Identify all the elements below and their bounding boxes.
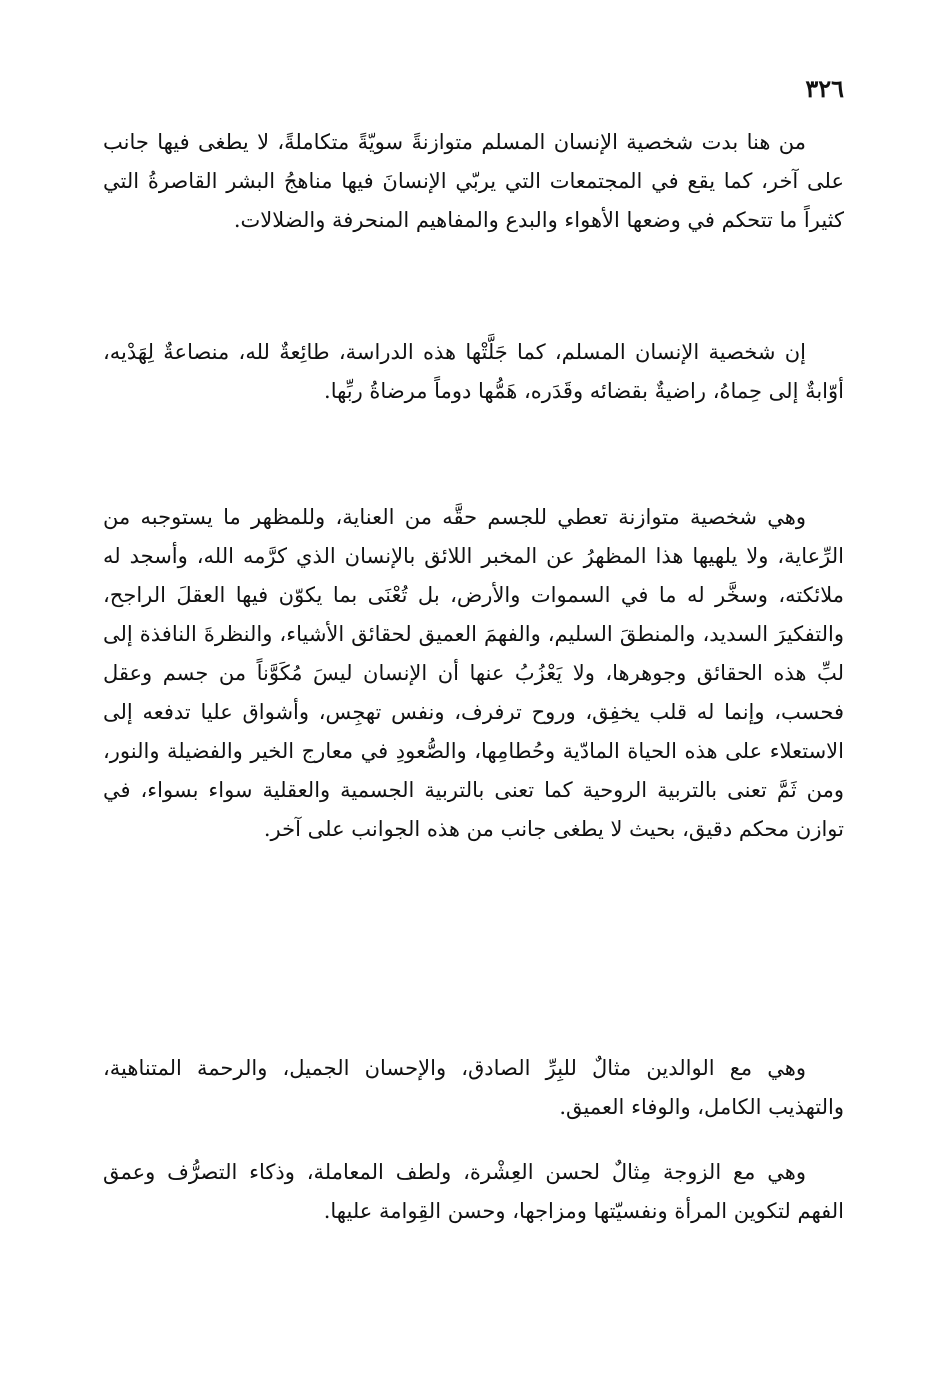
paragraph-text: وهي مع الزوجة مِثالٌ لحسن العِشْرة، ولطف المعاملة، وذكاء التصرُّف وعمق الفهم لتكوين المرأة ونفسيّتها ومزاجها، وحسن القِوامة عليها.: [103, 1160, 844, 1223]
paragraph-1: [103, 123, 844, 240]
paragraph-5: [103, 1153, 844, 1231]
paragraph-4: [103, 1049, 844, 1127]
paragraph-text: من هنا بدت شخصية الإنسان المسلم متوازنةً سويّةً متكاملةً، لا يطغى فيها جانب على آخر، كما يقع في المجتمعات التي يربّي الإنسانَ فيها مناهجُ البشر القاصرةُ التي كثيراً ما تتحكم في وضعها الأهواء والبدع والمفاهيم المنحرفة والضلالات.: [103, 130, 844, 232]
paragraph-text: إن شخصية الإنسان المسلم، كما جَلَّتْها هذه الدراسة، طائِعةٌ لله، منصاعةٌ لِهَدْيه، أوّابةٌ إلى حِماهُ، راضيةٌ بقضائه وقَدَره، هَمُّها دوماً مرضاةُ ربِّها.: [103, 340, 844, 403]
paragraph-text: وهي مع الوالدين مثالٌ للبِرِّ الصادق، والإحسان الجميل، والرحمة المتناهية، والتهذيب الكامل، والوفاء العميق.: [103, 1056, 844, 1119]
paragraph-3: [103, 498, 844, 849]
paragraph-text: وهي شخصية متوازنة تعطي للجسم حقَّه من العناية، وللمظهر ما يستوجبه من الرِّعاية، ولا يلهيها هذا المظهرُ عن المخبر اللائق بالإنسان الذي كرَّمه الله، وأسجد له ملائكته، وسخَّر له ما في السموات والأرض، بل تُعْنَى بما يكوّن فيها العقلَ الراجح، والتفكيرَ السديد، والمنطقَ السليم، والفهمَ العميق لحقائق الأشياء، والنظرةَ النافذة إلى لبِّ هذه الحقائق وجوهرها، ولا يَعْزُبُ عنها أن الإنسان ليسَ مُكَوَّناً من جسم وعقل فحسب، وإنما له قلب يخفِق، وروح ترفرف، ونفس تهجِس، وأشواق عليا تدفعه إلى الاستعلاء على هذه الحياة المادّية وحُطامِها، والصُّعودِ في معارج الخير والفضيلة والنور، ومن ثَمَّ تعنى بالتربية الروحية كما تعنى بالتربية الجسمية والعقلية سواء بسواء، في توازن محكم دقيق، بحيث لا يطغى جانب من هذه الجوانب على آخر.: [103, 505, 844, 841]
page-number: ٣٢٦: [805, 74, 844, 103]
paragraph-2: [103, 333, 844, 411]
